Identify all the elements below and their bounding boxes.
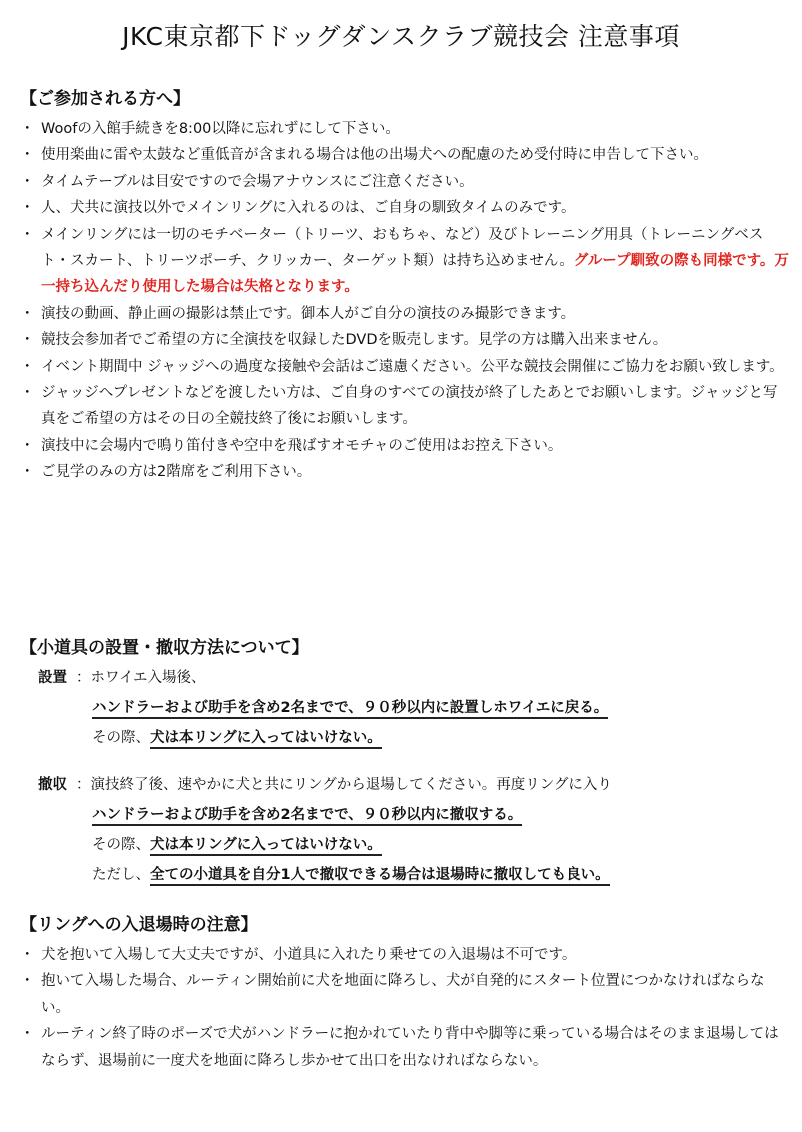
- setup-label: 設置: [38, 670, 67, 686]
- removal-dog-rule: 犬は本リングに入ってはいけない。: [150, 837, 382, 856]
- disqualification-warning: グループ馴致の際も同様です。万一持ち込んだり使用した場合は失格となります。: [41, 253, 789, 296]
- list-item: ・ ジャッジへプレゼントなどを渡したい方は、ご自身のすべての演技が終了したあとでお願いします。ジャッジと写真をご希望の方はその日の全競技終了後にお願いします。: [20, 380, 790, 433]
- props-removal-block: 撤収 ：演技終了後、速やかに犬と共にリングから退場してください。再度リングに入り ハンドラーおよび助手を含め2名までで、９０秒以内に撤収する。 その際、犬は本リングに入ってはいけない。 ただし、全ての小道具を自分1人で撤収できる場合は退場時に撤収しても良い。: [38, 770, 778, 890]
- ring-entry-notice-list: [20, 942, 790, 1074]
- section-heading-participants: 【ご参加される方へ】: [20, 89, 190, 109]
- list-item: ・ 競技会参加者でご希望の方に全演技を収録したDVDを販売します。見学の方は購入出来ません。: [20, 327, 790, 353]
- list-item: ・ 犬を抱いて入場して大丈夫ですが、小道具に入れたり乗せての入退場は不可です。: [20, 942, 790, 968]
- section-heading-ring-entry: 【リングへの入退場時の注意】: [20, 915, 258, 935]
- list-item: ・ メインリングには一切のモチベーター（トリーツ、おもちゃ、など）及びトレーニング用具（トレーニングベスト・スカート、トリーツポーチ、クリッカー、ターゲット類）は持ち込めません。グループ馴致の際も同様です。万一持ち込んだり使用した場合は失格となります。: [20, 222, 790, 301]
- section-heading-props: 【小道具の設置・撤収方法について】: [20, 638, 309, 658]
- list-item: ・ Woofの入館手続きを8:00以降に忘れずにして下さい。: [20, 116, 790, 142]
- list-item: ・ タイムテーブルは目安ですので会場アナウンスにご注意ください。: [20, 169, 790, 195]
- removal-solo-rule: 全ての小道具を自分1人で撤収できる場合は退場時に撤収しても良い。: [150, 867, 610, 886]
- page-title: JKC東京都下ドッグダンスクラブ競技会 注意事項: [122, 22, 680, 51]
- removal-rule: ハンドラーおよび助手を含め2名までで、９０秒以内に撤収する。: [92, 807, 522, 826]
- participants-notice-list: [20, 116, 790, 486]
- list-item: ・ 抱いて入場した場合、ルーティン開始前に犬を地面に降ろし、犬が自発的にスタート位置につかなければならない。: [20, 968, 790, 1021]
- removal-label: 撤収: [38, 777, 67, 793]
- list-item: ・ イベント期間中 ジャッジへの過度な接触や会話はご遠慮ください。公平な競技会開催にご協力をお願い致します。: [20, 354, 790, 380]
- list-item: ・ 人、犬共に演技以外でメインリングに入れるのは、ご自身の馴致タイムのみです。: [20, 195, 790, 221]
- list-item: ・ ご見学のみの方は2階席をご利用下さい。: [20, 459, 790, 485]
- setup-dog-rule: 犬は本リングに入ってはいけない。: [150, 730, 382, 749]
- list-item: ・ 演技の動画、静止画の撮影は禁止です。御本人がご自分の演技のみ撮影できます。: [20, 301, 790, 327]
- props-setup-block: 設置 ：ホワイエ入場後、 ハンドラーおよび助手を含め2名までで、９０秒以内に設置しホワイエに戻る。 その際、犬は本リングに入ってはいけない。: [38, 663, 778, 753]
- list-item: ・ 使用楽曲に雷や太鼓など重低音が含まれる場合は他の出場犬への配慮のため受付時に申告して下さい。: [20, 142, 790, 168]
- list-item: ・ 演技中に会場内で鳴り笛付きや空中を飛ばすオモチャのご使用はお控え下さい。: [20, 433, 790, 459]
- setup-rule: ハンドラーおよび助手を含め2名までで、９０秒以内に設置しホワイエに戻る。: [92, 700, 608, 719]
- list-item: ・ ルーティン終了時のポーズで犬がハンドラーに抱かれていたり背中や脚等に乗っている場合はそのまま退場してはならず、退場前に一度犬を地面に降ろし歩かせて出口を出なければならない。: [20, 1021, 790, 1074]
